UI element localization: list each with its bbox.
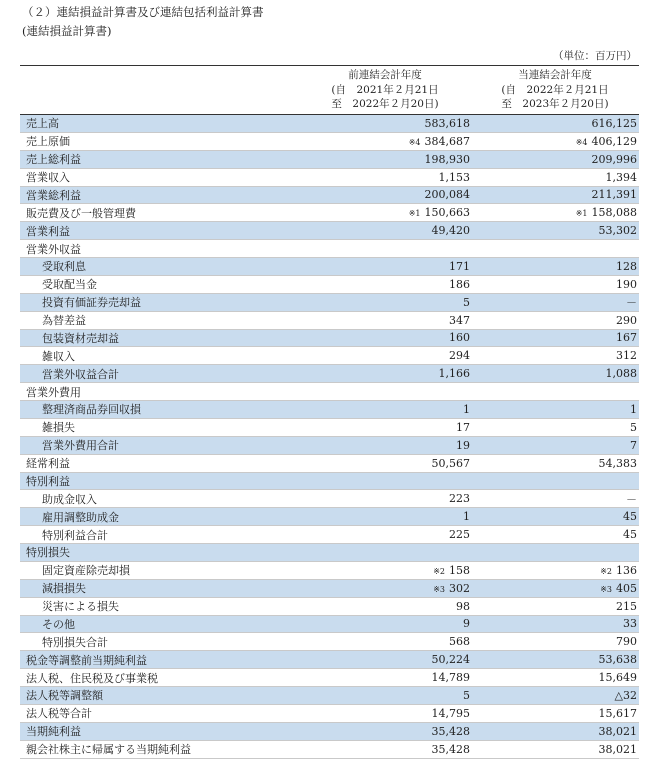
amount: 15,649 xyxy=(598,671,637,685)
value-cell-prev xyxy=(463,403,470,416)
row-label: 雇用調整助成金 xyxy=(42,510,119,524)
value-cell-prev xyxy=(463,510,470,523)
column-header-line: 当連結会計年度 xyxy=(518,69,592,81)
column-header-line: (自 2022年２月21日 xyxy=(501,83,609,96)
value-cell-prev xyxy=(425,117,471,130)
amount: 171 xyxy=(449,259,470,273)
footnote-marker: ※2 xyxy=(433,566,445,576)
amount: 211,391 xyxy=(591,188,637,202)
column-header-line: 前連結会計年度 xyxy=(348,69,422,81)
row-label: 営業総利益 xyxy=(26,188,81,202)
value-cell-prev xyxy=(432,224,471,237)
table-row xyxy=(20,687,639,705)
row-label: 販売費及び一般管理費 xyxy=(26,206,136,220)
amount: 405 xyxy=(616,581,637,595)
income-statement-table xyxy=(20,114,639,759)
amount: 225 xyxy=(449,528,470,542)
amount: 290 xyxy=(616,313,637,327)
amount: △32 xyxy=(614,688,637,702)
row-label: 為替差益 xyxy=(42,314,86,328)
amount: 384,687 xyxy=(424,134,470,148)
table-row xyxy=(20,151,639,169)
value-cell-curr xyxy=(616,278,637,291)
value-cell-prev xyxy=(432,707,471,720)
amount: 223 xyxy=(449,492,470,506)
value-cell-prev xyxy=(432,457,471,470)
row-label: 法人税等調整額 xyxy=(26,689,103,703)
value-cell-curr xyxy=(606,171,638,184)
table-row xyxy=(20,330,639,348)
amount: 1,088 xyxy=(605,367,637,381)
value-cell-curr xyxy=(623,510,637,523)
value-cell-curr xyxy=(616,349,637,362)
amount: 15,617 xyxy=(598,706,637,720)
value-cell-curr xyxy=(599,707,638,720)
table-top-rule xyxy=(20,65,639,66)
row-label: 営業利益 xyxy=(26,224,70,238)
amount: 53,302 xyxy=(598,224,637,238)
amount: 9 xyxy=(463,617,470,631)
table-row xyxy=(20,705,639,723)
value-cell-curr xyxy=(626,491,637,507)
amount: 35,428 xyxy=(431,724,470,738)
amount: 38,021 xyxy=(598,742,637,756)
table-row xyxy=(20,723,639,741)
value-cell-prev xyxy=(449,278,470,291)
column-header-current-year xyxy=(470,68,640,112)
table-row xyxy=(20,741,639,759)
amount: 312 xyxy=(616,349,637,363)
row-label: 当期純利益 xyxy=(26,725,81,739)
amount: 33 xyxy=(623,617,637,631)
row-label: 経常利益 xyxy=(26,457,70,471)
table-row xyxy=(20,258,639,276)
amount: 1 xyxy=(630,402,637,416)
value-cell-prev xyxy=(449,331,470,344)
row-label: 売上原価 xyxy=(26,135,70,149)
table-row xyxy=(20,169,639,187)
value-cell-curr xyxy=(599,224,638,237)
value-cell-curr xyxy=(576,206,637,219)
row-label: 営業外収益 xyxy=(26,242,81,256)
table-row xyxy=(20,365,639,383)
table-row xyxy=(20,562,639,580)
amount: 190 xyxy=(616,277,637,291)
amount: 45 xyxy=(623,528,637,542)
amount: 158 xyxy=(449,563,470,577)
amount: 17 xyxy=(456,420,470,434)
row-label: 整理済商品券回収損 xyxy=(42,403,141,417)
amount: 568 xyxy=(449,635,470,649)
table-row xyxy=(20,401,639,419)
amount: 45 xyxy=(623,510,637,524)
value-cell-prev xyxy=(409,135,470,148)
amount: 1 xyxy=(463,402,470,416)
table-row xyxy=(20,133,639,151)
amount: 38,021 xyxy=(598,724,637,738)
table-row xyxy=(20,526,639,544)
value-cell-prev xyxy=(449,528,470,541)
row-label: 雑収入 xyxy=(42,349,75,363)
amount: 53,638 xyxy=(598,653,637,667)
value-cell-curr xyxy=(615,689,637,702)
amount: 98 xyxy=(456,599,470,613)
value-cell-curr xyxy=(599,743,638,756)
table-row xyxy=(20,419,639,437)
row-label: 税金等調整前当期純利益 xyxy=(26,653,147,667)
section-title: （２）連結損益計算書及び連結包括利益計算書 xyxy=(22,5,264,19)
amount: 198,930 xyxy=(424,152,470,166)
table-row xyxy=(20,240,639,258)
value-cell-prev xyxy=(463,296,470,309)
row-label: 売上総利益 xyxy=(26,153,81,167)
amount: 5 xyxy=(463,295,470,309)
value-cell-prev xyxy=(449,492,470,505)
value-cell-curr xyxy=(616,635,637,648)
value-cell-prev xyxy=(433,582,470,595)
value-cell-curr xyxy=(600,582,637,595)
value-cell-prev xyxy=(425,188,471,201)
value-cell-prev xyxy=(456,600,470,613)
value-cell-curr xyxy=(592,188,638,201)
footnote-marker: ※3 xyxy=(433,584,445,594)
amount: 302 xyxy=(449,581,470,595)
value-cell-curr xyxy=(630,439,637,452)
value-cell-prev xyxy=(409,206,470,219)
amount: 136 xyxy=(616,563,637,577)
amount: 1,153 xyxy=(438,170,470,184)
value-cell-curr xyxy=(599,653,638,666)
amount: 616,125 xyxy=(591,116,637,130)
value-cell-prev xyxy=(449,260,470,273)
value-cell-prev xyxy=(456,439,470,452)
footnote-marker: ※2 xyxy=(600,566,612,576)
table-row xyxy=(20,544,639,562)
amount: 128 xyxy=(616,259,637,273)
row-label: 営業外費用合計 xyxy=(42,439,119,453)
value-cell-curr xyxy=(616,314,637,327)
footnote-marker: ※1 xyxy=(575,209,588,219)
table-row xyxy=(20,473,639,491)
row-label: 助成金収入 xyxy=(42,492,97,506)
amount: 35,428 xyxy=(431,742,470,756)
table-row xyxy=(20,669,639,687)
table-row xyxy=(20,222,639,240)
amount: 19 xyxy=(456,438,470,452)
row-label: 包装資材売却益 xyxy=(42,331,119,345)
value-cell-prev xyxy=(425,153,471,166)
amount: 347 xyxy=(449,313,470,327)
value-cell-prev xyxy=(449,635,470,648)
value-cell-curr xyxy=(599,725,638,738)
row-label: 受取配当金 xyxy=(42,278,97,292)
table-row xyxy=(20,455,639,473)
amount: 215 xyxy=(616,599,637,613)
amount: 150,663 xyxy=(424,206,470,220)
table-row xyxy=(20,598,639,616)
row-label: 法人税、住民税及び事業税 xyxy=(26,671,158,685)
column-header-line: (自 2021年２月21日 xyxy=(331,83,439,96)
row-label: 減損損失 xyxy=(42,582,86,596)
row-label: 特別利益 xyxy=(26,474,70,488)
value-cell-curr xyxy=(630,403,637,416)
table-row xyxy=(20,580,639,598)
amount: 294 xyxy=(449,349,470,363)
amount: 583,618 xyxy=(424,116,470,130)
footnote-marker: ※3 xyxy=(600,584,612,594)
row-label: 営業外収益合計 xyxy=(42,367,119,381)
row-label: 災害による損失 xyxy=(42,600,119,614)
value-cell-curr xyxy=(623,617,637,630)
value-cell-curr xyxy=(576,135,637,148)
value-cell-prev xyxy=(432,743,471,756)
amount: － xyxy=(626,296,637,310)
row-label: 売上高 xyxy=(26,117,59,131)
table-row xyxy=(20,204,639,222)
amount: 1,394 xyxy=(605,170,637,184)
table-row xyxy=(20,187,639,205)
amount: 5 xyxy=(463,688,470,702)
value-cell-prev xyxy=(463,617,470,630)
value-cell-curr xyxy=(599,457,638,470)
value-cell-prev xyxy=(463,689,470,702)
footnote-marker: ※4 xyxy=(408,137,421,147)
row-label: 親会社株主に帰属する当期純利益 xyxy=(26,743,191,757)
row-label: 特別利益合計 xyxy=(42,528,108,542)
statement-subtitle: (連結損益計算書) xyxy=(22,24,112,38)
amount: 1,166 xyxy=(438,367,470,381)
amount: 790 xyxy=(616,635,637,649)
value-cell-prev xyxy=(432,725,471,738)
row-label: 特別損失 xyxy=(26,546,70,560)
row-label: 法人税等合計 xyxy=(26,707,92,721)
amount: 200,084 xyxy=(424,188,470,202)
amount: － xyxy=(626,492,637,506)
table-row xyxy=(20,508,639,526)
table-row xyxy=(20,616,639,634)
table-row xyxy=(20,651,639,669)
table-row xyxy=(20,115,639,133)
value-cell-curr xyxy=(592,117,638,130)
table-row xyxy=(20,276,639,294)
value-cell-prev xyxy=(432,653,471,666)
row-label: 営業外費用 xyxy=(26,385,81,399)
value-cell-curr xyxy=(626,294,637,310)
value-cell-prev xyxy=(439,367,471,380)
value-cell-curr xyxy=(616,600,637,613)
footnote-marker: ※4 xyxy=(575,137,588,147)
value-cell-curr xyxy=(592,153,638,166)
table-row xyxy=(20,312,639,330)
value-cell-curr xyxy=(616,260,637,273)
amount: 158,088 xyxy=(591,206,637,220)
row-label: その他 xyxy=(42,617,75,631)
value-cell-prev xyxy=(433,564,470,577)
value-cell-curr xyxy=(630,421,637,434)
table-row xyxy=(20,383,639,401)
column-header-prev-year xyxy=(300,68,470,112)
unit-label: （単位：百万円） xyxy=(553,50,637,62)
row-label: 営業収入 xyxy=(26,171,70,185)
value-cell-curr xyxy=(606,367,638,380)
amount: 49,420 xyxy=(431,224,470,238)
amount: 14,795 xyxy=(431,706,470,720)
value-cell-prev xyxy=(449,349,470,362)
column-header-line: 至 2023年２月20日) xyxy=(501,98,609,110)
value-cell-curr xyxy=(623,528,637,541)
value-cell-curr xyxy=(599,671,638,684)
row-label: 雑損失 xyxy=(42,421,75,435)
table-row xyxy=(20,437,639,455)
amount: 14,789 xyxy=(431,671,470,685)
amount: 186 xyxy=(449,277,470,291)
amount: 167 xyxy=(616,331,637,345)
footnote-marker: ※1 xyxy=(408,209,421,219)
amount: 209,996 xyxy=(591,152,637,166)
table-row xyxy=(20,347,639,365)
value-cell-prev xyxy=(439,171,471,184)
amount: 50,224 xyxy=(431,653,470,667)
amount: 160 xyxy=(449,331,470,345)
row-label: 固定資産除売却損 xyxy=(42,564,130,578)
amount: 406,129 xyxy=(591,134,637,148)
table-row xyxy=(20,633,639,651)
row-label: 受取利息 xyxy=(42,260,86,274)
value-cell-prev xyxy=(449,314,470,327)
table-row xyxy=(20,490,639,508)
row-label: 投資有価証券売却益 xyxy=(42,296,141,310)
value-cell-curr xyxy=(600,564,637,577)
table-row xyxy=(20,294,639,312)
amount: 1 xyxy=(463,510,470,524)
amount: 54,383 xyxy=(598,456,637,470)
amount: 7 xyxy=(630,438,637,452)
value-cell-prev xyxy=(456,421,470,434)
amount: 5 xyxy=(630,420,637,434)
row-label: 特別損失合計 xyxy=(42,635,108,649)
value-cell-prev xyxy=(432,671,471,684)
column-header-line: 至 2022年２月20日) xyxy=(331,98,439,110)
value-cell-curr xyxy=(616,331,637,344)
amount: 50,567 xyxy=(431,456,470,470)
